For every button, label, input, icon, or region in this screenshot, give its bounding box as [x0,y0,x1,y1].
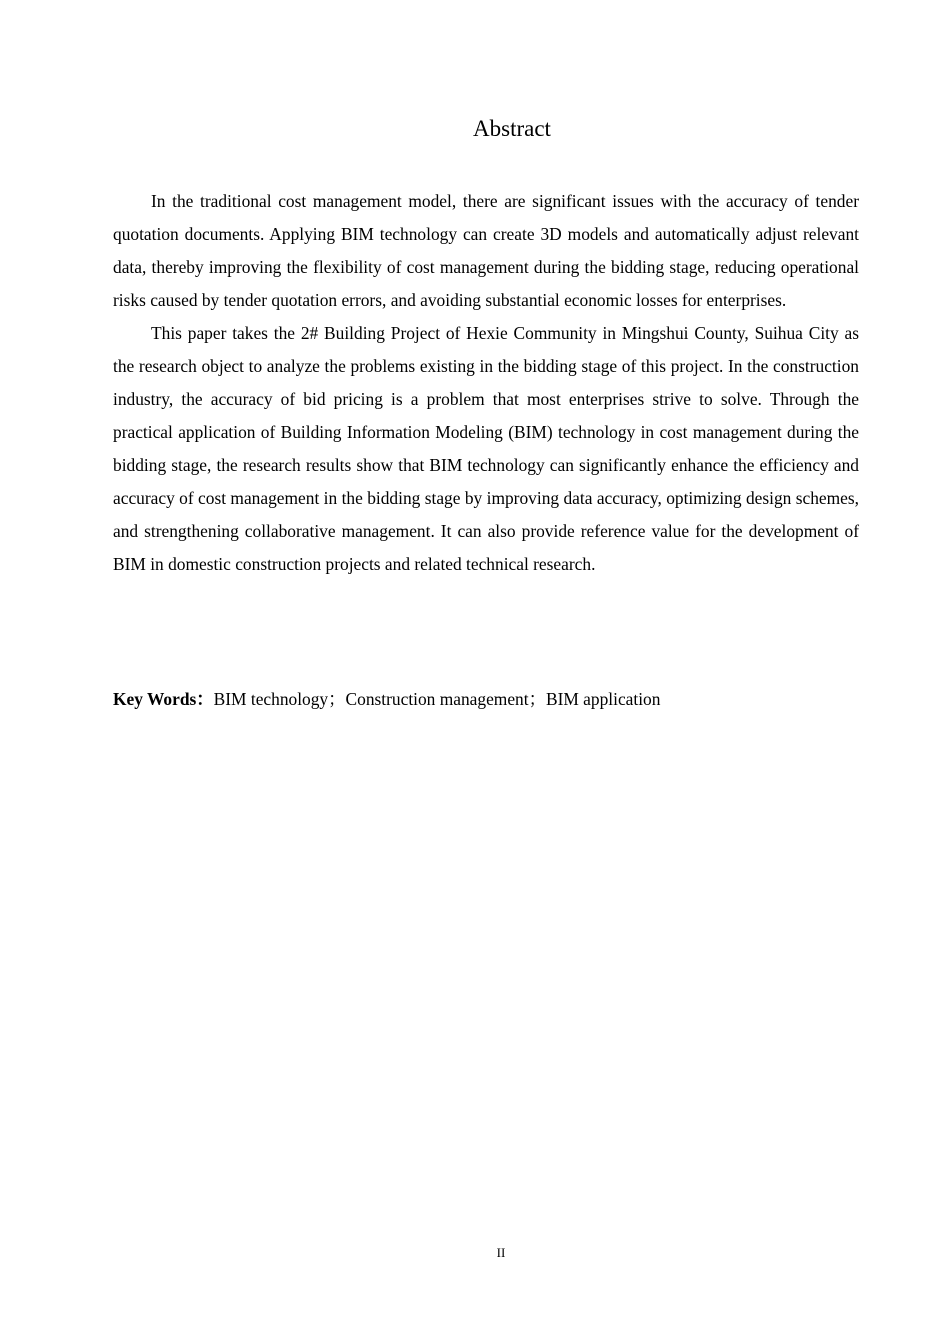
keyword-item: Construction management； [345,689,546,709]
keyword-item: BIM application [545,689,661,709]
page-number: II [496,1245,506,1260]
abstract-paragraph-1: In the traditional cost management model, there are significant issues with the accuracy of tender quotation documents. Applying BIM technology can create 3D models and automatically adjust relevant data, thereby improving the flexibility of cost management during the bidding stage, reducing operational risks caused by tender quotation errors, and avoiding substantial economic losses for enterprises. [113,191,859,310]
keywords-label: Key Words： [113,689,214,709]
abstract-body [113,185,859,581]
abstract-title: Abstract [473,116,551,141]
keyword-item: BIM technology； [213,689,346,709]
abstract-paragraph-2: This paper takes the 2# Building Project of Hexie Community in Mingshui County, Suihua City as the research object to analyze the problems existing in the bidding stage of this project. In the construction industry, the accuracy of bid pricing is a problem that most enterprises strive to solve. Through the practical application of Building Information Modeling (BIM) technology in cost management during the bidding stage, the research results show that BIM technology can significantly enhance the efficiency and accuracy of cost management in the bidding stage by improving data accuracy, optimizing design schemes, and strengthening collaborative management. It can also provide reference value for the development of BIM in domestic construction projects and related technical research. [113,323,859,574]
keywords-line [113,683,859,716]
